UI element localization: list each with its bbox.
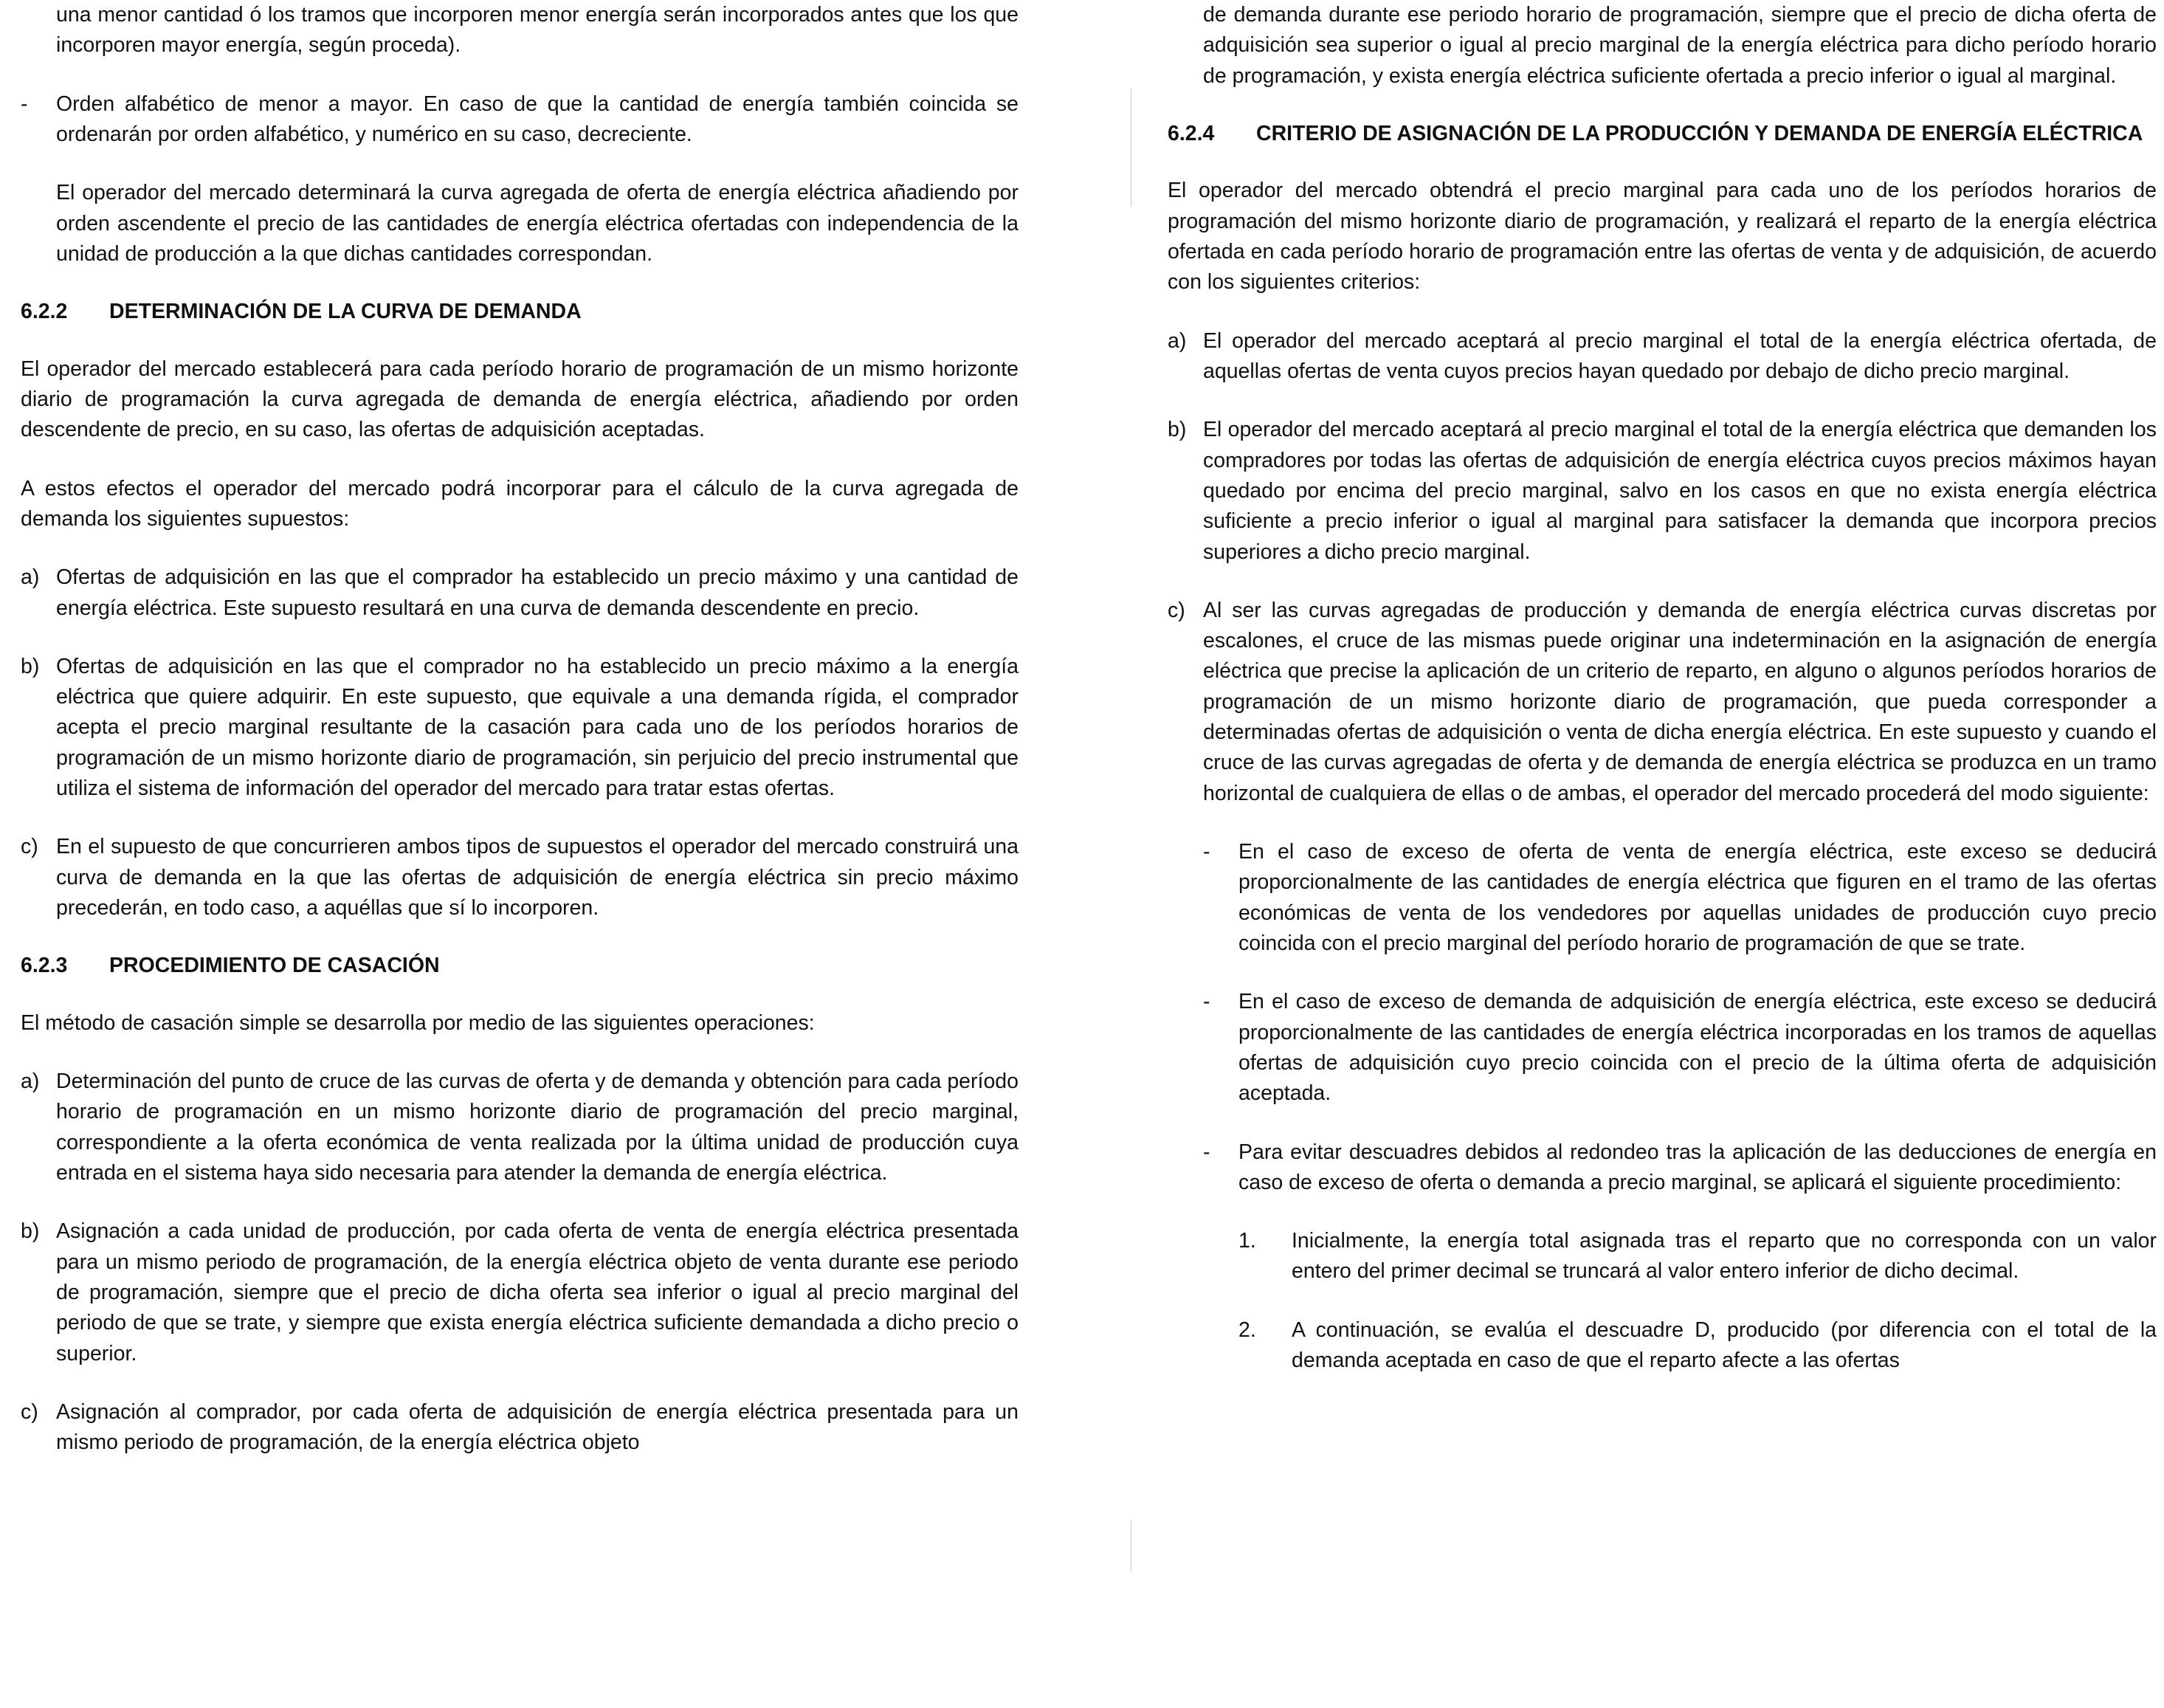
number-marker: 2. [1238, 1318, 1256, 1342]
list-marker: a) [21, 1070, 40, 1094]
list-item-text: Asignación al comprador, por cada oferta de adquisición de energía eléctrica presentada para un mismo periodo de programación, de la energía eléctrica objeto [56, 1399, 1019, 1455]
dash-marker: - [1203, 990, 1210, 1014]
list-marker: c) [21, 1399, 38, 1424]
dash-item [1203, 837, 2157, 959]
paragraph-6-2-3: El método de casación simple se desarrolla por medio de las siguientes operaciones: [21, 1010, 815, 1035]
left-column [21, 0, 1019, 1487]
list-marker: b) [21, 1219, 40, 1244]
list-item-text: El operador del mercado aceptará al precio marginal el total de la energía eléctrica que demanden los compradores por todas las ofertas de adquisición de energía eléctrica cuyos precios máximos hayan quedado por encima del precio marginal, salvo en los casos en que no exista energía eléctrica suficiente a precio inferior o igual al marginal para satisfacer la demanda que incorpora precios superiores a dicho precio marginal. [1203, 418, 2157, 564]
list-item-text: El operador del mercado aceptará al precio marginal el total de la energía eléctrica ofertada, de aquellas ofertas de venta cuyos precios hayan quedado por debajo de dicho precio marginal. [1203, 328, 2157, 383]
paragraph-6-2-4: El operador del mercado obtendrá el precio marginal para cada uno de los períodos horarios de programación del mismo horizonte diario de programación, y realizará el reparto de la energía eléctrica ofertada en cada período horario de programación entre las ofertas de venta y de adquisición, de acuerdo con los siguientes criterios: [1168, 179, 2157, 295]
right-column [1168, 0, 2157, 1404]
dash-marker: - [21, 92, 28, 116]
list-item [1168, 415, 2157, 568]
numbered-item-text: A continuación, se evalúa el descuadre D, producido (por diferencia con el total de la demanda aceptada en caso de que el reparto afecte a las ofertas [1292, 1318, 2157, 1373]
dash-item-text: En el caso de exceso de demanda de adquisición de energía eléctrica, este exceso se deducirá proporcionalmente de las cantidades de energía eléctrica incorporadas en los tramos de aquellas ofertas de adquisición cuyo precio coincida con el precio de la última oferta de adquisición aceptada. [1238, 990, 2157, 1106]
list-marker: c) [21, 835, 38, 859]
list-marker: c) [1168, 598, 1185, 622]
dash-item-text: En el caso de exceso de oferta de venta de energía eléctrica, este exceso se deducirá proporcionalmente de las cantidades de energía eléctrica que figuren en el tramo de las ofertas económicas de venta de los vendedores por aquellas unidades de producción cuyo precio coincida con el precio marginal del período horario de programación de que se trate. [1238, 840, 2157, 955]
list-item-text: Asignación a cada unidad de producción, por cada oferta de venta de energía eléctrica presentada para un mismo periodo de programación, de la energía eléctrica objeto de venta durante ese periodo de programación, siempre que el precio de dicha oferta sea inferior o igual al precio marginal del periodo de que se trate, y siempre que exista energía eléctrica suficiente demandada a dicho precio o superior. [56, 1219, 1019, 1366]
list-item [21, 1216, 1019, 1369]
dash-marker: - [1203, 840, 1210, 864]
list-marker: b) [21, 654, 40, 678]
section-title: CRITERIO DE ASIGNACIÓN DE LA PRODUCCIÓN Y DEMANDA DE ENERGÍA ELÉCTRICA [1256, 121, 2143, 145]
list-marker: a) [21, 565, 40, 590]
dash-item [1203, 1137, 2157, 1199]
section-heading-6-2-4 [1168, 120, 2157, 148]
numbered-item-text: Inicialmente, la energía total asignada tras el reparto que no corresponda con un valor entero del primer decimal se truncará al valor entero inferior de dicho decimal. [1292, 1229, 2157, 1284]
list-item-text: Ofertas de adquisición en las que el comprador ha establecido un precio máximo y una cantidad de energía eléctrica. Este supuesto resultará en una curva de demanda descendente en precio. [56, 565, 1019, 620]
section-number: 6.2.4 [1168, 121, 1215, 145]
list-item [1168, 596, 2157, 809]
paragraph-6-2-2-b: A estos efectos el operador del mercado podrá incorporar para el cálculo de la curva agregada de demanda los siguientes supuestos: [21, 476, 1019, 531]
list-item-text: Ofertas de adquisición en las que el comprador no ha establecido un precio máximo a la energía eléctrica que quiere adquirir. En este supuesto, que equivale a una demanda rígida, el comprador acepta el precio marginal resultante de la casación para cada uno de los períodos horarios de programación de un mismo horizonte diario de programación, sin perjuicio del precio instrumental que utiliza el sistema de información del operador del mercado para tratar estas ofertas. [56, 654, 1019, 801]
list-marker: a) [1168, 328, 1187, 353]
paragraph-6-2-2-a: El operador del mercado establecerá para cada período horario de programación de un mismo horizonte diario de programación la curva agregada de demanda de energía eléctrica, añadiendo por orden descendente de precio, en su caso, las ofertas de adquisición aceptadas. [21, 357, 1019, 442]
number-marker: 1. [1238, 1229, 1256, 1253]
section-heading-6-2-2 [21, 297, 1019, 326]
list-item [21, 1397, 1019, 1459]
section-number: 6.2.2 [21, 300, 68, 324]
paragraph-continuation: de demanda durante ese periodo horario de programación, siempre que el precio de dicha oferta de adquisición sea superior o igual al precio marginal de la energía eléctrica para dicho período horario de programación, y exista energía eléctrica suficiente ofertada a precio inferior o igual al marginal. [1203, 3, 2157, 88]
list-item [21, 562, 1019, 624]
section-title: DETERMINACIÓN DE LA CURVA DE DEMANDA [109, 300, 582, 324]
numbered-item [1238, 1315, 2157, 1377]
list-item-text: Al ser las curvas agregadas de producción y demanda de energía eléctrica curvas discretas por escalones, el cruce de las mismas puede originar una indeterminación en la asignación de energía eléctrica que precise la aplicación de un criterio de reparto, en alguno o algunos períodos horarios de programación de un mismo horizonte diario de programación, que pueda corresponder a determinadas ofertas de adquisición o venta de dicha energía eléctrica. En este supuesto y cuando el cruce de las curvas agregadas de oferta y de demanda de energía eléctrica se produzca en un tramo horizontal de cualquiera de ellas o de ambas, el operador del mercado procederá del modo siguiente: [1203, 598, 2157, 805]
section-heading-6-2-3 [21, 951, 1019, 979]
list-item-order [21, 89, 1019, 151]
dash-item-text: Para evitar descuadres debidos al redondeo tras la aplicación de las deducciones de energía en caso de exceso de oferta o demanda a precio marginal, se aplicará el siguiente procedimiento: [1238, 1140, 2157, 1194]
section-title: PROCEDIMIENTO DE CASACIÓN [109, 954, 440, 978]
paragraph-continuation: una menor cantidad ó los tramos que incorporen menor energía serán incorporados antes que los que incorporen mayor energía, según proceda). [56, 3, 1019, 58]
list-item-text: Orden alfabético de menor a mayor. En caso de que la cantidad de energía también coincida se ordenarán por orden alfabético, y numérico en su caso, decreciente. [56, 92, 1019, 146]
dash-marker: - [1203, 1140, 1210, 1164]
list-item-text: En el supuesto de que concurrieren ambos tipos de supuestos el operador del mercado construirá una curva de demanda en la que las ofertas de adquisición de energía eléctrica sin precio máximo precederán, en todo caso, a aquéllas que sí lo incorporen. [56, 835, 1019, 920]
section-number: 6.2.3 [21, 954, 68, 978]
list-item-text: Determinación del punto de cruce de las curvas de oferta y de demanda y obtención para cada período horario de programación en un mismo horizonte diario de programación del precio marginal, correspondiente a la oferta económica de venta realizada por la última unidad de producción cuya entrada en el sistema haya sido necesaria para atender la demanda de energía eléctrica. [56, 1070, 1019, 1185]
list-item [1168, 326, 2157, 388]
list-item [21, 1067, 1019, 1188]
numbered-item [1238, 1226, 2157, 1287]
list-item [21, 832, 1019, 923]
paragraph-operator-supply: El operador del mercado determinará la curva agregada de oferta de energía eléctrica añadiendo por orden ascendente el precio de las cantidades de energía eléctrica ofertadas con independencia de la unidad de producción a la que dichas cantidades correspondan. [56, 181, 1019, 266]
list-marker: b) [1168, 418, 1187, 442]
dash-item [1203, 987, 2157, 1109]
list-item [21, 652, 1019, 805]
